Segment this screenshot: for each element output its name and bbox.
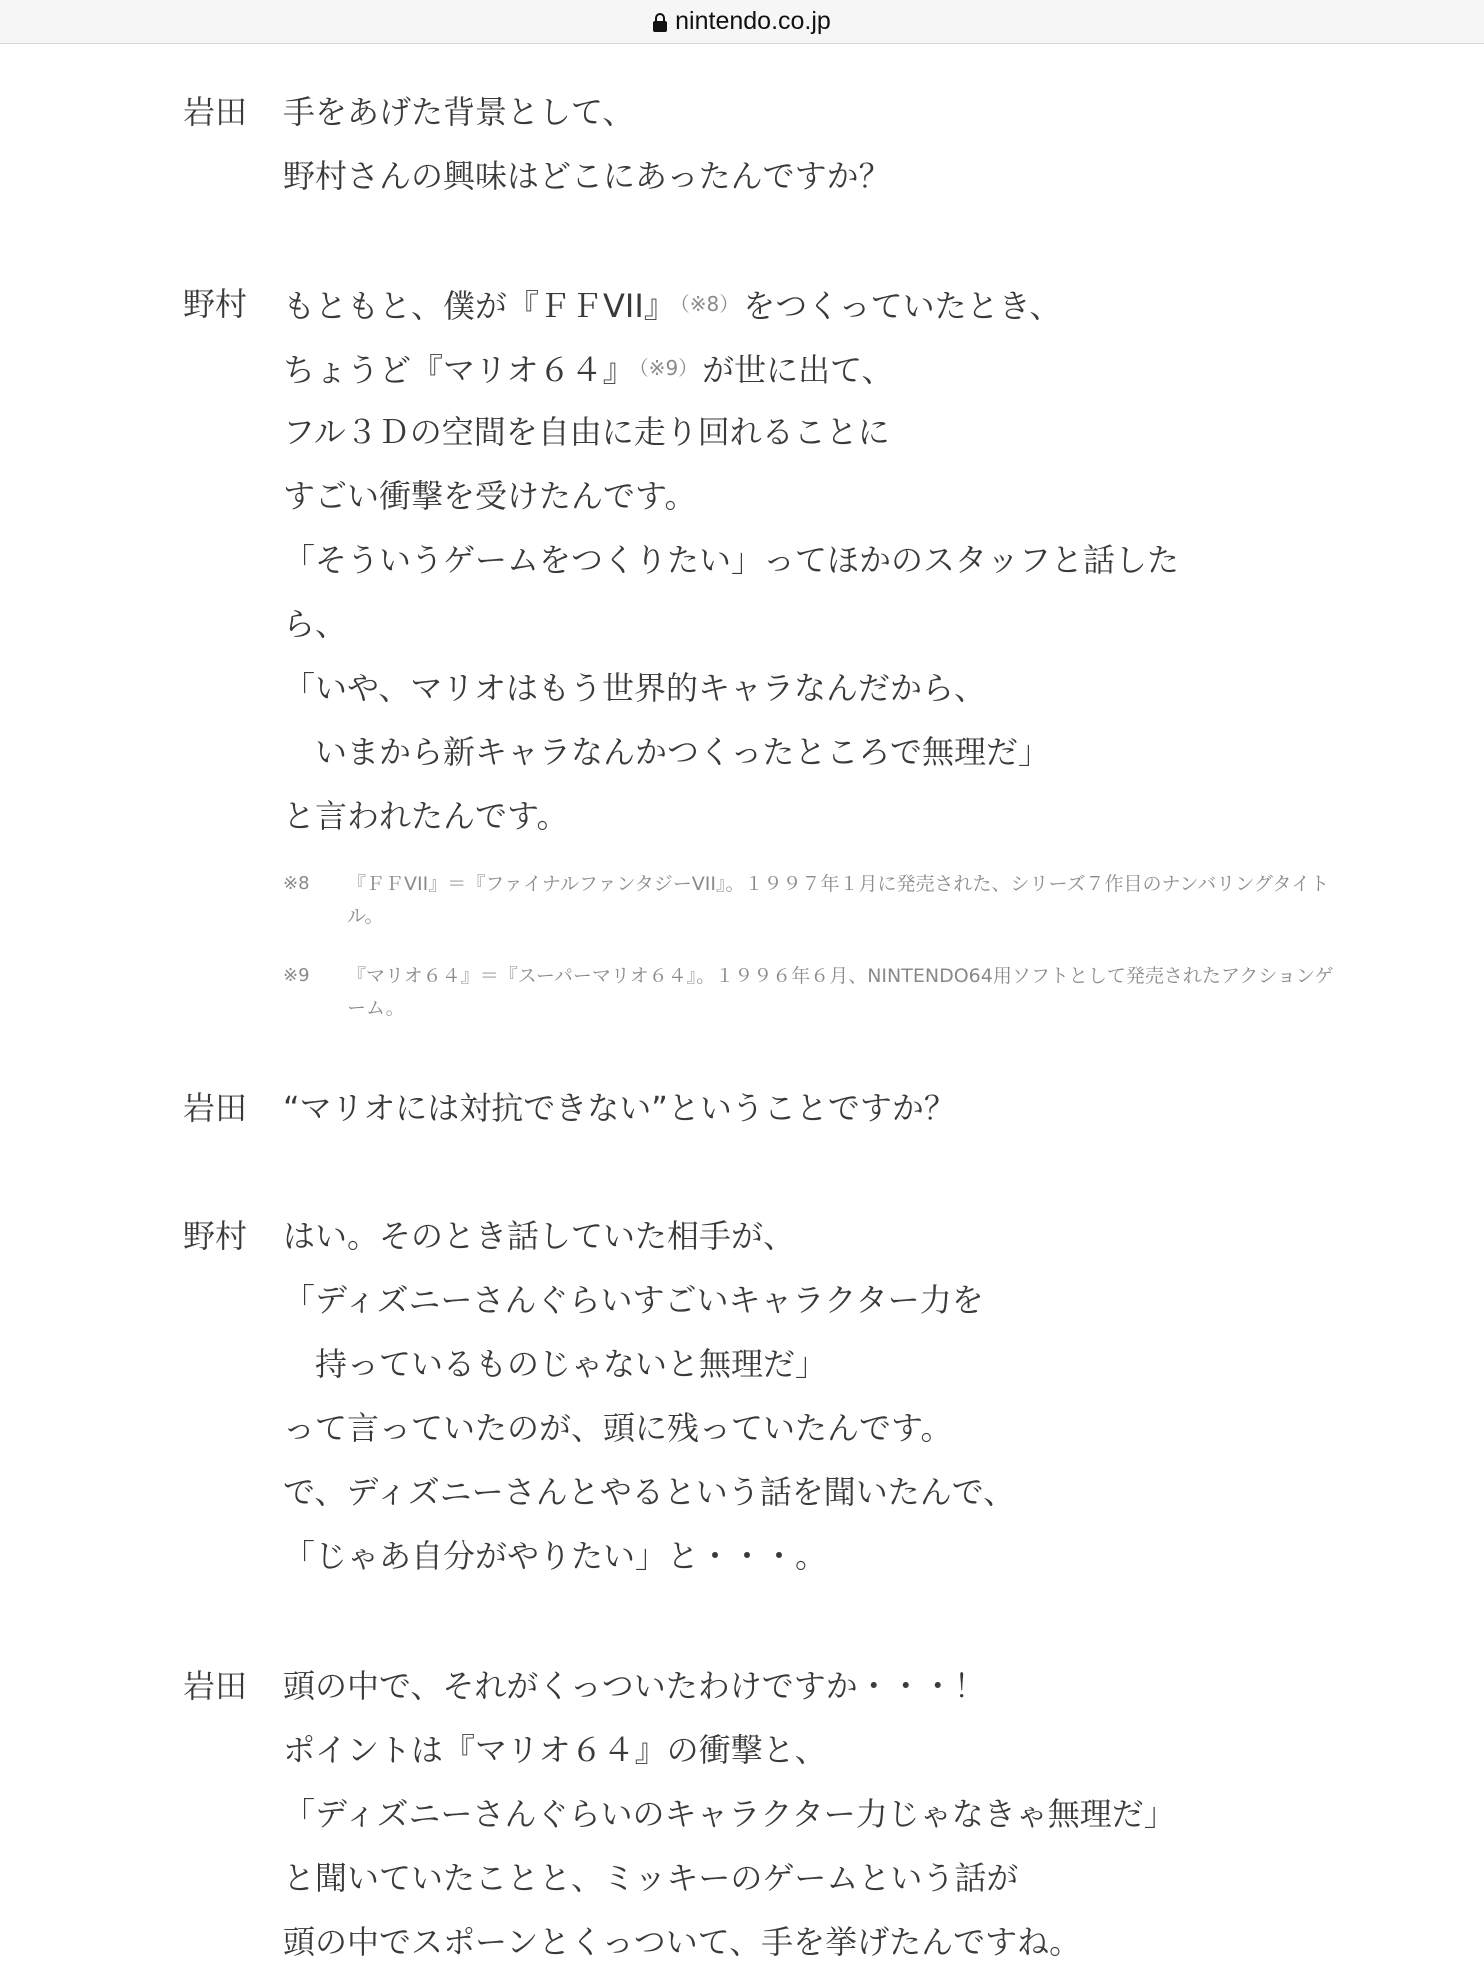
dialogue-line: 手をあげた背景として、 bbox=[283, 93, 635, 131]
url-text: nintendo.co.jp bbox=[675, 7, 831, 35]
dialogue-line: ポイントは『マリオ６４』の衝撃と、 bbox=[283, 1731, 827, 1769]
line-text: もともと、僕が『ＦＦVII』 bbox=[283, 287, 676, 325]
lock-icon bbox=[653, 13, 667, 32]
dialogue-line: はい。そのとき話していた相手が、 bbox=[283, 1217, 796, 1255]
speaker-name: 岩田 bbox=[183, 1089, 248, 1127]
speaker-name: 野村 bbox=[183, 285, 248, 323]
footnote-text: 『マリオ６４』＝『スーパーマリオ６４』。１９９６年６月、NINTENDO64用ソフトとして発売されたアクションゲーム。 bbox=[347, 965, 1334, 1019]
footnote-text: 『ＦＦVII』＝『ファイナルファンタジーVII』。１９９７年１月に発売された、シリーズ７作目のナンバリングタイトル。 bbox=[347, 873, 1330, 927]
address-display[interactable] bbox=[653, 7, 831, 36]
dialogue-line: と聞いていたことと、ミッキーのゲームという話が bbox=[283, 1859, 1019, 1897]
dialogue-line: と言われたんです。 bbox=[283, 797, 569, 835]
dialogue-line: “マリオには対抗できない”ということですか？ bbox=[283, 1089, 956, 1127]
browser-address-bar[interactable] bbox=[0, 0, 1484, 44]
dialogue-line: 頭の中で、それがくっついたわけですか・・・！ bbox=[283, 1667, 986, 1705]
dialogue-line: 頭の中でスポーンとくっついて、手を挙げたんですね。 bbox=[283, 1923, 1082, 1961]
dialogue-line: 「そういうゲームをつくりたい」ってほかのスタッフと話した bbox=[283, 541, 1180, 579]
dialogue-line bbox=[283, 336, 894, 402]
line-text: ちょうど『マリオ６４』 bbox=[283, 351, 635, 389]
footnote-ref-8[interactable]: （※8） bbox=[679, 292, 740, 316]
dialogue-line: 「じゃあ自分がやりたい」と・・・。 bbox=[283, 1537, 828, 1575]
dialogue-line: 「ディズニーさんぐらいすごいキャラクター力を bbox=[283, 1281, 984, 1319]
speaker-name: 野村 bbox=[183, 1217, 248, 1255]
footnote-ref-9[interactable]: （※9） bbox=[638, 356, 699, 380]
footnote-mark: ※8 bbox=[283, 873, 310, 894]
dialogue-line: 「ディズニーさんぐらいのキャラクター力じゃなきゃ無理だ」 bbox=[283, 1795, 1176, 1833]
dialogue-line: すごい衝撃を受けたんです。 bbox=[283, 477, 697, 515]
dialogue-line: フル３Ｄの空間を自由に走り回れることに bbox=[283, 413, 890, 451]
speaker-name: 岩田 bbox=[183, 1667, 248, 1705]
dialogue-line: 持っているものじゃないと無理だ」 bbox=[283, 1345, 828, 1383]
line-text: が世に出て、 bbox=[702, 351, 894, 389]
dialogue-line: って言っていたのが、頭に残っていたんです。 bbox=[283, 1409, 953, 1447]
dialogue-line: いまから新キャラなんかつくったところで無理だ」 bbox=[283, 733, 1051, 771]
line-text: をつくっていたとき、 bbox=[743, 287, 1062, 325]
dialogue-line: で、ディズニーさんとやるという話を聞いたんで、 bbox=[283, 1473, 1016, 1511]
dialogue-line bbox=[283, 272, 1061, 338]
dialogue-line: 「いや、マリオはもう世界的キャラなんだから、 bbox=[283, 669, 987, 707]
dialogue-line: ら、 bbox=[283, 605, 348, 643]
dialogue-line: 野村さんの興味はどこにあったんですか？ bbox=[283, 157, 891, 195]
speaker-name: 岩田 bbox=[183, 93, 248, 131]
footnote-mark: ※9 bbox=[283, 965, 310, 986]
